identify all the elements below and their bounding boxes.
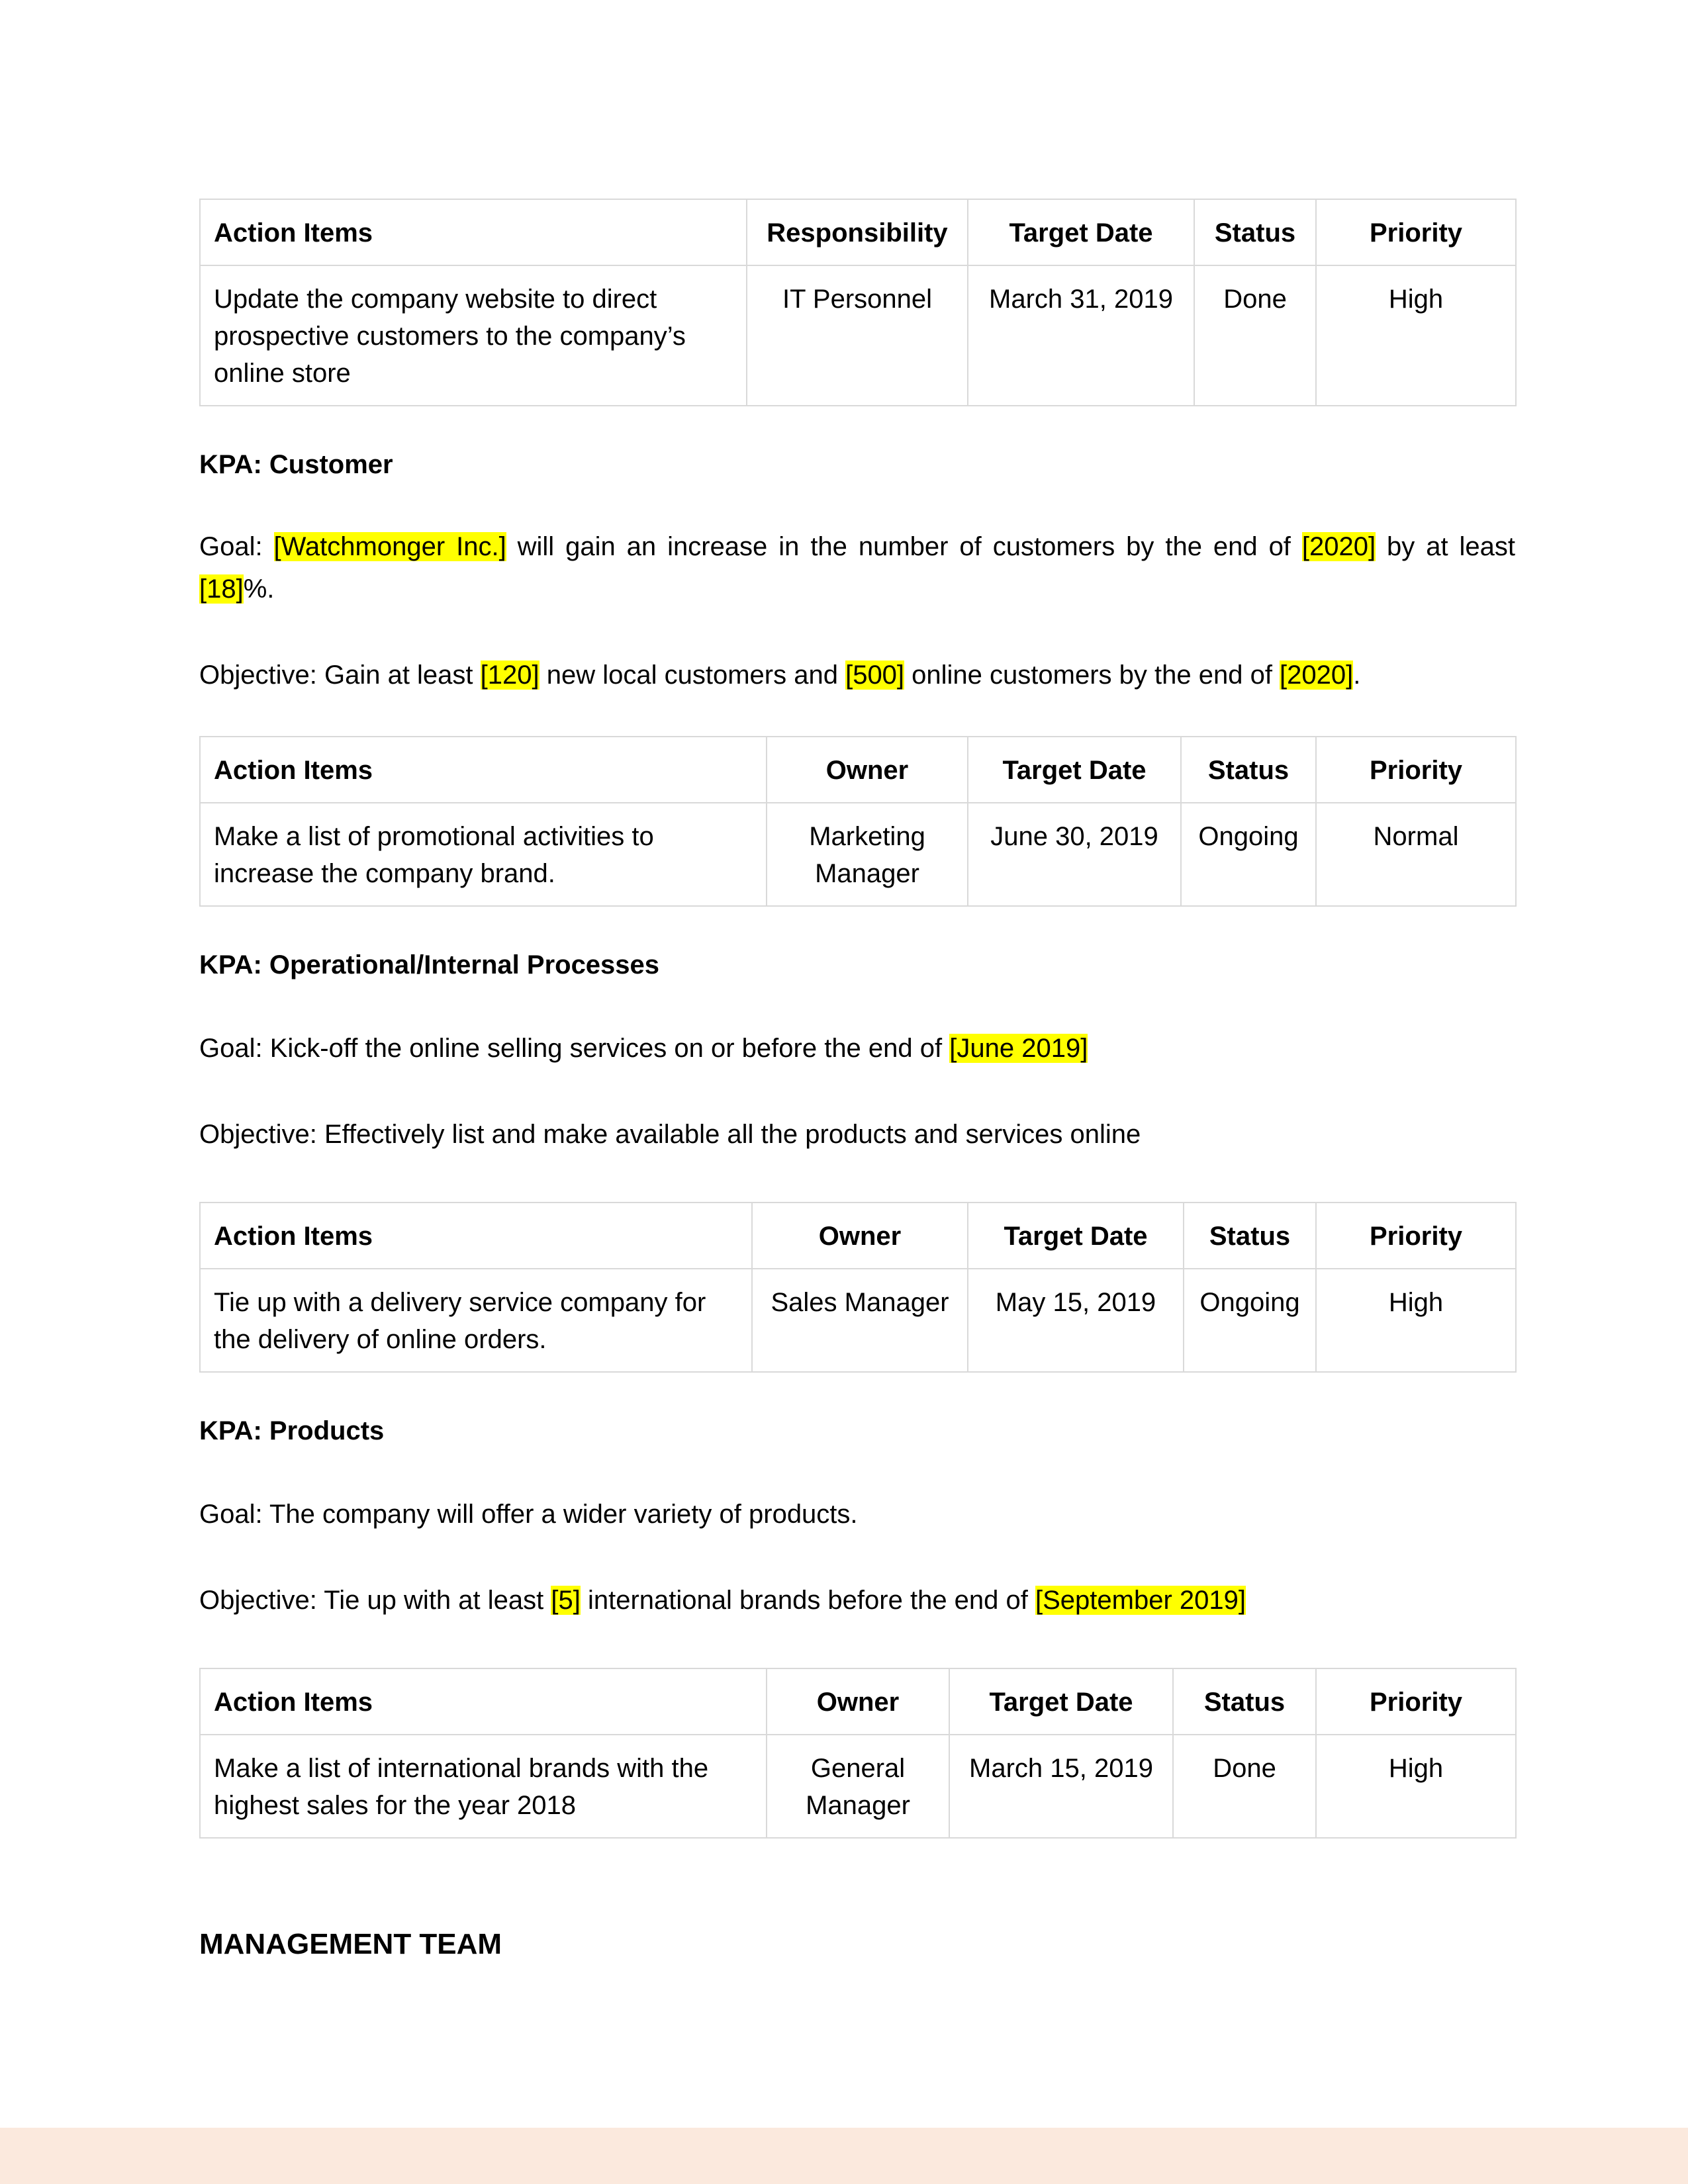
goal-text: Goal: Kick-off the online selling services on or before the end of: [199, 1034, 950, 1063]
header-owner: Owner: [767, 1668, 949, 1735]
objective-text: Objective: Gain at least: [199, 660, 481, 690]
objective-text: international brands before the end of: [580, 1586, 1036, 1615]
cell-action-item: Make a list of international brands with the highest sales for the year 2018: [200, 1735, 767, 1838]
year-placeholder: [2020]: [1301, 532, 1376, 561]
action-items-table-promotions: [199, 736, 1517, 907]
cell-action-item: Tie up with a delivery service company for the delivery of online orders.: [200, 1269, 752, 1372]
action-items-table-delivery: [199, 1202, 1517, 1373]
header-status: Status: [1181, 737, 1316, 803]
kpa-operational-heading: KPA: Operational/Internal Processes: [199, 950, 660, 979]
table-row: [200, 1269, 1516, 1372]
products-goal: Goal: The company will offer a wider variety of products.: [199, 1500, 858, 1529]
table-row: [200, 265, 1516, 406]
cell-priority: Normal: [1316, 803, 1516, 906]
header-priority: Priority: [1316, 737, 1516, 803]
company-name-placeholder: [Watchmonger Inc.]: [273, 532, 506, 561]
document-page: [199, 199, 1515, 1964]
year-placeholder: [2020]: [1280, 660, 1354, 690]
header-action-items: Action Items: [200, 199, 747, 265]
header-owner: Owner: [752, 1203, 968, 1269]
local-customers-placeholder: [120]: [480, 660, 539, 690]
header-status: Status: [1194, 199, 1316, 265]
cell-owner: General Manager: [767, 1735, 949, 1838]
header-priority: Priority: [1316, 1668, 1516, 1735]
objective-text: new local customers and: [539, 660, 846, 690]
table-header-row: [200, 1203, 1516, 1269]
cell-status: Done: [1173, 1735, 1316, 1838]
operational-objective: Objective: Effectively list and make available all the products and services online: [199, 1120, 1141, 1149]
header-target-date: Target Date: [968, 1203, 1184, 1269]
action-items-table-website: [199, 199, 1517, 406]
table-row: [200, 803, 1516, 906]
header-owner: Owner: [767, 737, 968, 803]
percent-placeholder: [18]: [199, 574, 244, 604]
header-status: Status: [1173, 1668, 1316, 1735]
footer-band: [0, 2128, 1688, 2184]
date-placeholder: [June 2019]: [949, 1034, 1088, 1063]
cell-action-item: Update the company website to direct prospective customers to the company’s online store: [200, 265, 747, 406]
header-status: Status: [1184, 1203, 1316, 1269]
header-responsibility: Responsibility: [747, 199, 968, 265]
table-header-row: [200, 737, 1516, 803]
table-header-row: [200, 1668, 1516, 1735]
header-action-items: Action Items: [200, 737, 767, 803]
header-action-items: Action Items: [200, 1203, 752, 1269]
cell-target-date: March 31, 2019: [968, 265, 1194, 406]
management-team-heading: MANAGEMENT TEAM: [199, 1928, 502, 1960]
cell-status: Done: [1194, 265, 1316, 406]
cell-target-date: March 15, 2019: [949, 1735, 1173, 1838]
cell-status: Ongoing: [1181, 803, 1316, 906]
header-priority: Priority: [1316, 199, 1516, 265]
cell-status: Ongoing: [1184, 1269, 1316, 1372]
cell-action-item: Make a list of promotional activities to increase the company brand.: [200, 803, 767, 906]
customer-goal: [199, 525, 1515, 610]
goal-text: %.: [243, 574, 275, 604]
cell-owner: Sales Manager: [752, 1269, 968, 1372]
cell-owner: Marketing Manager: [767, 803, 968, 906]
header-priority: Priority: [1316, 1203, 1516, 1269]
cell-priority: High: [1316, 265, 1516, 406]
customer-objective: [199, 654, 1515, 696]
header-target-date: Target Date: [968, 737, 1181, 803]
goal-text: Goal:: [199, 532, 274, 561]
kpa-products-heading: KPA: Products: [199, 1416, 385, 1445]
objective-text: online customers by the end of: [904, 660, 1280, 690]
cell-priority: High: [1316, 1735, 1516, 1838]
header-target-date: Target Date: [968, 199, 1194, 265]
goal-text: by at least: [1376, 532, 1516, 561]
cell-target-date: May 15, 2019: [968, 1269, 1184, 1372]
table-row: [200, 1735, 1516, 1838]
products-objective: [199, 1579, 1515, 1621]
brands-count-placeholder: [5]: [551, 1586, 581, 1615]
cell-target-date: June 30, 2019: [968, 803, 1181, 906]
date-placeholder: [September 2019]: [1035, 1586, 1246, 1615]
online-customers-placeholder: [500]: [845, 660, 905, 690]
kpa-customer-heading: KPA: Customer: [199, 450, 393, 479]
objective-text: .: [1353, 660, 1361, 690]
table-header-row: [200, 199, 1516, 265]
cell-responsibility: IT Personnel: [747, 265, 968, 406]
action-items-table-brands: [199, 1668, 1517, 1839]
header-action-items: Action Items: [200, 1668, 767, 1735]
goal-text: will gain an increase in the number of customers by the end of: [506, 532, 1302, 561]
objective-text: Objective: Tie up with at least: [199, 1586, 551, 1615]
operational-goal: [199, 1027, 1515, 1069]
header-target-date: Target Date: [949, 1668, 1173, 1735]
cell-priority: High: [1316, 1269, 1516, 1372]
